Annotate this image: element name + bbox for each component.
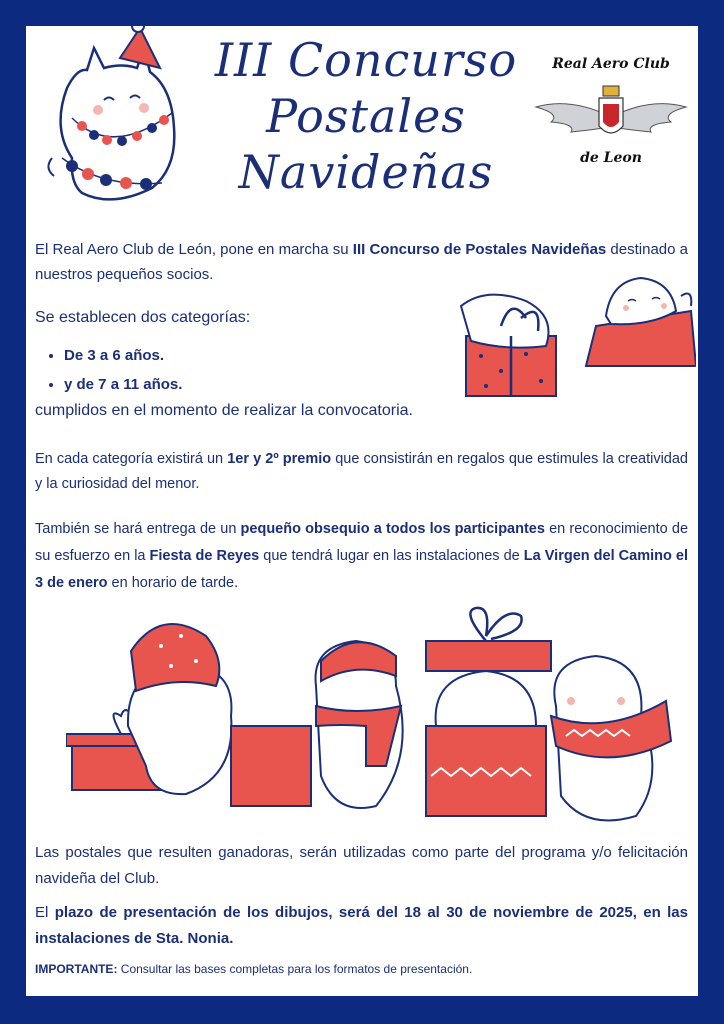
deadline-text-1: El [35,904,55,921]
important-label: IMPORTANTE: [35,962,118,976]
intro-text-1: El Real Aero Club de León, pone en marcha su [35,241,353,258]
category-item-1: • De 3 a 6 años. [64,341,182,370]
cat-party-hat-illustration [32,26,192,208]
prizes-bold-1: 1er y 2º premio [227,451,332,467]
intro-bold-1: III Concurso de Postales Navideñas [352,241,607,258]
prizes-text-1: En cada categoría existirá un [35,451,228,467]
poster [26,26,698,996]
gift-text-2: en reconocimiento de su esfuerzo en la [35,521,689,564]
important-text: Consultar las bases completas para los formatos de presentación. [117,962,473,976]
gift-bold-3: La Virgen del Camino el 3 de enero [35,548,688,591]
gift-bold-1: pequeño obsequio a todos los participantes [240,521,545,537]
christmas-cats-illustration [66,606,686,836]
categories-list [46,341,182,399]
cats-in-gift-boxes-illustration [446,256,696,436]
gift-text-1: También se hará entrega de un [35,521,241,537]
prizes-paragraph [35,447,688,497]
gift-paragraph [35,516,688,597]
gift-text-4: en horario de tarde. [107,575,239,591]
title-line-2: Postales Navideñas [238,89,494,199]
winners-paragraph: Las postales que resulten ganadoras, serán utilizadas como parte del programa y/o felicitación navideña del Club. [35,844,688,887]
intro-text-2: destinado a nuestros pequeños socios. [35,241,688,283]
prizes-text-2: que consistirán en regalos que estimules la creatividad y la curiosidad del menor. [35,451,688,492]
categories-heading: Se establecen dos categorías: [35,309,251,326]
gift-bold-2: Fiesta de Reyes [149,548,260,564]
winged-shield-icon [531,42,691,192]
categories-footer: cumplidos en el momento de realizar la convocatoria. [35,402,413,419]
gift-text-3: que tendrá lugar en las instalaciones de [259,548,524,564]
deadline-paragraph [35,900,688,952]
logo-text-bottom: de Leon [580,150,642,166]
important-note [35,960,688,978]
title-line-1: III Concurso [214,33,518,87]
logo-text-top: Real Aero Club [552,56,670,72]
category-item-2: • y de 7 a 11 años. [64,370,182,399]
club-logo [531,42,691,192]
page-title [186,32,546,200]
deadline-bold-1: plazo de presentación de los dibujos, será del 18 al 30 de noviembre de 2025, en las instalaciones de Sta. Nonia. [35,904,688,947]
